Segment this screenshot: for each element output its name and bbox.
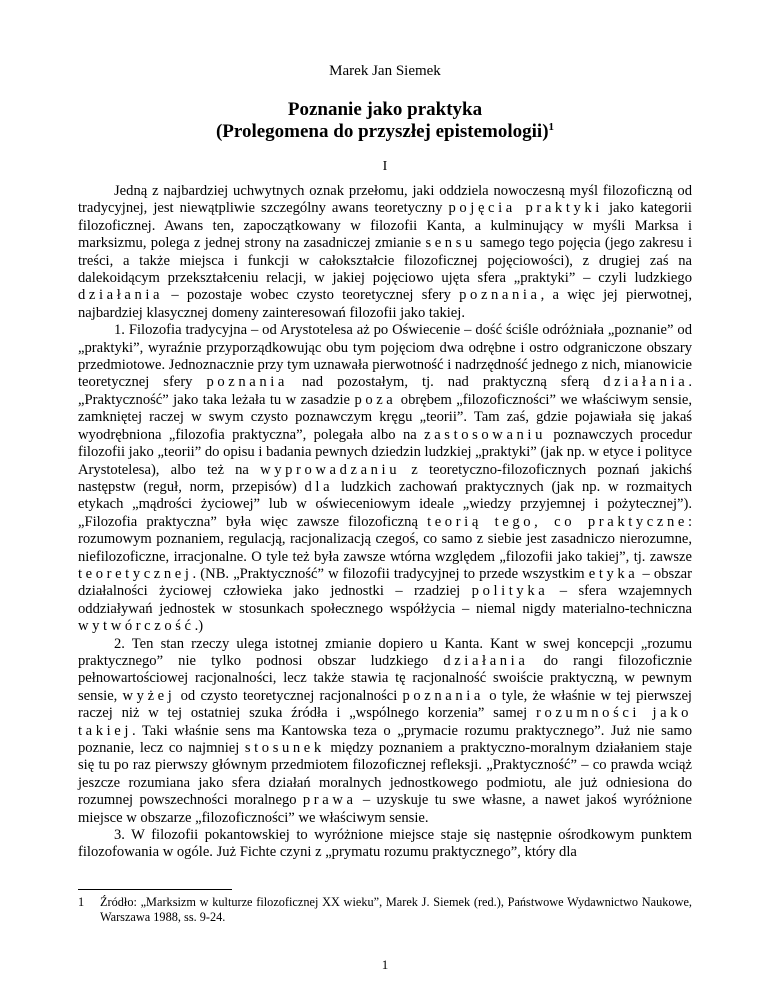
text-run: o tyle, że właśnie w tej pierwszej raczej niż w tej ostatniej szuka źródła i „wspólnego korzenia” samej bbox=[78, 687, 692, 722]
text-run: – pozostaje wobec czysto teoretycznej sfery bbox=[163, 287, 460, 304]
emphasis: działania bbox=[443, 652, 529, 669]
paragraph-intro bbox=[78, 183, 692, 322]
title-line-1: Poznanie jako praktyka bbox=[287, 99, 483, 120]
emphasis: polityka bbox=[471, 583, 549, 600]
page-title bbox=[78, 99, 692, 143]
text-run: 2. Ten stan rzeczy ulega istotnej zmianie dopiero u Kanta. Kant w swej koncepcji „rozumu praktycznego” nie tylko podnosi obszar ludzkiego bbox=[78, 635, 692, 669]
text-run: : rozumowym poznaniem, regulacją, racjonalizacją czegoś, co samo z siebie jest zasadniczo nierozumne, niefilozoficzne, irracjonalne. O tyle też była zawsze wtórna względem „filozofii jako takiej”, tj. zawsze bbox=[78, 513, 692, 565]
text-run: , a więc jej pierwotnej, najbardziej klasycznej domeny zainteresowań filozofii jako takiej. bbox=[78, 287, 692, 321]
emphasis: poznania bbox=[459, 287, 541, 304]
footnote-ref[interactable]: 1 bbox=[548, 121, 555, 133]
emphasis: działania bbox=[78, 287, 164, 304]
emphasis: dla bbox=[304, 478, 334, 495]
text-run: obrębem „filozoficzności” we właściwym sensie, zamkniętej raczej w swym czysto poznawczym kręgu „teorii”. Tam zaś, gdzie pojawiała się jakaś wyodrębniona „filozofia praktyczna”, polegała albo na bbox=[78, 391, 692, 443]
text-run: .) bbox=[194, 618, 204, 635]
emphasis: sensu bbox=[425, 235, 476, 252]
text-run: Jedną z najbardziej uchwytnych oznak przełomu, jaki oddziela nowoczesną myśl filozoficzną od tradycyjnej, jest niewątpliwie szczególny awans teoretyczny bbox=[78, 183, 692, 217]
footnote-text: Źródło: „Marksizm w kulturze filozoficznej XX wieku”, Marek J. Siemek (red.), Państwowe Wydawnictwo Naukowe, Warszawa 1988, ss. 9-24. bbox=[100, 895, 692, 924]
text-run: . „Praktyczność” jako taka leżała tu w zasadzie bbox=[78, 374, 692, 408]
text-run: nad pozostałym, tj. nad praktyczną sferą bbox=[287, 374, 604, 391]
paragraph-3: 3. W filozofii pokantowskiej to wyróżnione miejsce staje się następnie ośrodkowym punktem filozofowania w ogóle. Już Fichte czyni z „prymatu rozumu praktycznego”, który dla bbox=[78, 827, 692, 861]
footnote-divider bbox=[78, 889, 232, 890]
page-number: 1 bbox=[381, 957, 389, 972]
text-run: – uzyskuje tu swe własne, a nawet jakoś wyróżnione miejsce w obszarze „filozoficzności” we właściwym sensie. bbox=[78, 792, 692, 826]
emphasis: wyprowadzaniu bbox=[260, 461, 401, 478]
text-run: . Taki właśnie sens ma Kantowska teza o „prymacie rozumu praktycznego”. Już nie samo poznanie, lecz co najmniej bbox=[78, 722, 692, 756]
emphasis: działania bbox=[603, 374, 689, 391]
text-run: od czysto teoretycznej racjonalności bbox=[175, 687, 403, 704]
emphasis: poza bbox=[354, 391, 397, 408]
emphasis: poznania bbox=[402, 687, 484, 704]
footnote-number: 1 bbox=[78, 895, 85, 909]
emphasis: poznania bbox=[206, 374, 288, 391]
text-run: do rangi filozoficznie pełnowartościowej racjonalności, lecz także stawia tę racjonalność swoiście praktyczną, w pewnym sensie, bbox=[78, 652, 692, 704]
text-run: poznawczych procedur filozofii jako „teorii” do opisu i badania pewnych dziedzin ludzkiej „praktyki” (jak np. w etyce i polityce Arystotelesa), albo też na bbox=[78, 426, 692, 478]
emphasis: wytwórczość bbox=[78, 618, 195, 635]
text-run: 1. Filozofia tradycyjna – od Arystotelesa aż po Oświecenie – dość ściśle odróżniała „poznanie” od „praktyki”, wyraźnie przyporządkowując obu tym pojęciom dwa odrębne i ostro odgraniczone obszary przedmiotowe. Jednoznacznie przy tym uznawała pierwotność i nadrzędność jednego z nich, mianowicie teoretycznej sfery bbox=[78, 322, 692, 391]
emphasis: teorią tego, co praktyczne bbox=[427, 513, 688, 530]
emphasis: rozumności jako takiej bbox=[78, 705, 692, 739]
emphasis: wyżej bbox=[122, 687, 176, 704]
section-number: I bbox=[382, 159, 388, 174]
author-name: Marek Jan Siemek bbox=[329, 63, 441, 79]
text-run: samego tego pojęcia (jego zakresu i treści, a także miejsca i funkcji w całokształcie filozoficznej pojęciowości), z drugiej zaś na dalekoidącym przekształceniu relacji, w jakiej pojęciowo ujęta sfera „praktyki” – czyli ludzkiego bbox=[78, 235, 692, 287]
text-run: – obszar działalności życiowej człowieka jako jednostki – rzadziej bbox=[78, 565, 693, 600]
text-run: ludzkich zachowań praktycznych (jak np. w rozmaitych etykach „mądrości życiowej” lub w oświeceniowym ideale „wiedzy przyjemnej i pożytecznej”). „Filozofia praktyczna” była więc zawsze filozoficzną bbox=[78, 478, 692, 530]
emphasis: stosunek bbox=[244, 740, 325, 756]
text-run: jako kategorii filozoficznej. Awans ten, zapoczątkowany w filozofii Kanta, a kulminujący w myśli Marksa i marksizmu, polega z jednej strony na zasadniczej zmianie bbox=[78, 200, 692, 252]
text-run: . (NB. „Praktyczność” w filozofii tradycyjnej to przede wszystkim bbox=[192, 565, 589, 582]
emphasis: pojęcia praktyki bbox=[448, 200, 603, 217]
emphasis: zastosowaniu bbox=[424, 426, 546, 443]
title-line-2 bbox=[78, 121, 692, 143]
paragraph-2 bbox=[78, 636, 692, 827]
footnote bbox=[78, 895, 692, 925]
paragraph-1 bbox=[78, 322, 692, 635]
emphasis: prawa bbox=[302, 792, 357, 809]
body-text bbox=[78, 183, 692, 862]
title-line-2-text: (Prolegomena do przyszłej epistemologii) bbox=[215, 121, 549, 142]
emphasis: etyka bbox=[588, 565, 639, 582]
text-run: z teoretyczno-filozoficznych poznań jakichś następstw (reguł, norm, przepisów) bbox=[78, 461, 692, 495]
emphasis: teoretycznej bbox=[78, 565, 193, 582]
text-run: – sfera wzajemnych oddziaływań jednostek w stosunkach społecznego współżycia – niemal nigdy materialno-techniczna bbox=[78, 583, 693, 617]
text-run: między poznaniem a praktyczno-moralnym działaniem staje się tu po raz pierwszy głównym przedmiotem filozoficznej refleksji. „Praktyczność” – co prawda wciąż jeszcze rozumiana jako sfera działań moralnych jednostkowego podmiotu, ale już odniesiona do rozumnej powszechności moralnego bbox=[78, 740, 692, 809]
